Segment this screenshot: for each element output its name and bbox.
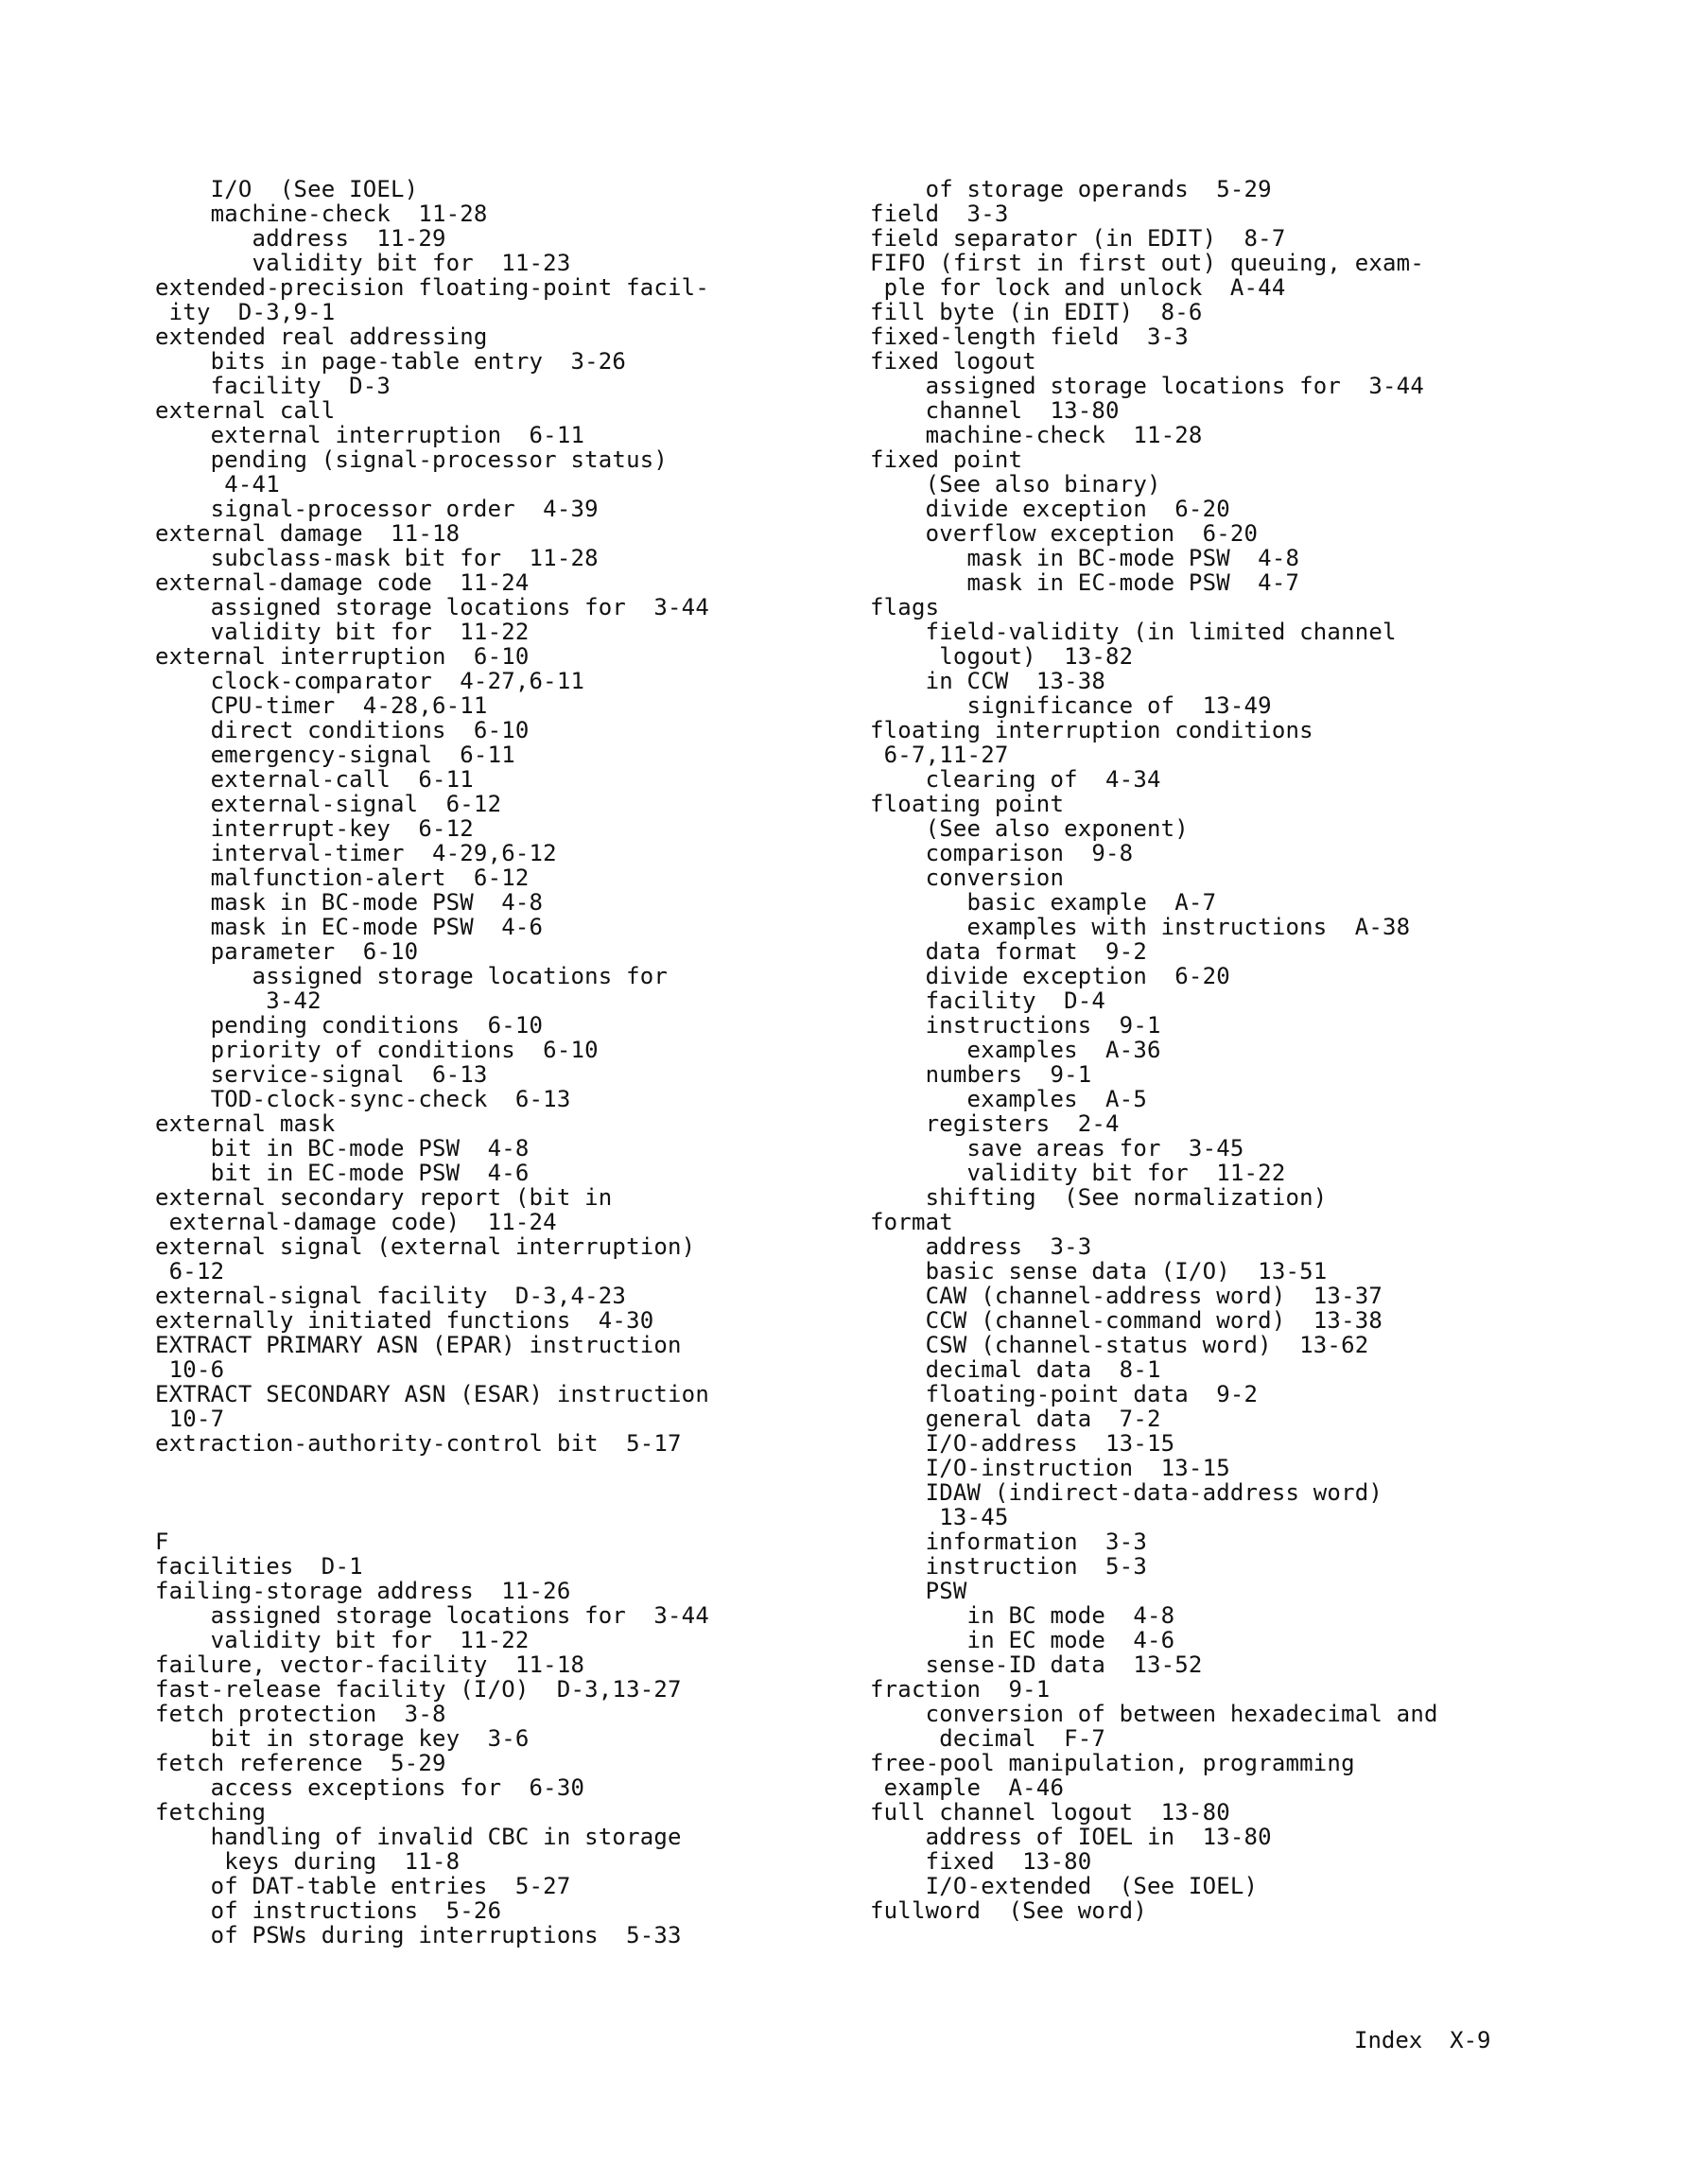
index-entry: 4-41 xyxy=(155,471,280,498)
index-entry: (See also exponent) xyxy=(870,815,1189,842)
index-entry: in BC mode 4-8 xyxy=(870,1602,1175,1629)
index-entry: sense-ID data 13-52 xyxy=(870,1651,1203,1678)
index-entry: external secondary report (bit in xyxy=(155,1184,613,1211)
index-entry: malfunction-alert 6-12 xyxy=(155,865,530,891)
index-entry: overflow exception 6-20 xyxy=(870,520,1259,547)
index-entry: example A-46 xyxy=(870,1774,1065,1801)
blank-line xyxy=(155,1480,836,1505)
index-entry: subclass-mask bit for 11-28 xyxy=(155,545,599,571)
index-entry: save areas for 3-45 xyxy=(870,1135,1244,1162)
index-entry: externally initiated functions 4-30 xyxy=(155,1307,654,1334)
index-entry: numbers 9-1 xyxy=(870,1061,1092,1088)
index-entry: general data 7-2 xyxy=(870,1406,1161,1432)
index-entry: data format 9-2 xyxy=(870,938,1147,965)
index-entry: comparison 9-8 xyxy=(870,840,1134,866)
index-entry: CCW (channel-command word) 13-38 xyxy=(870,1307,1383,1334)
index-entry: signal-processor order 4-39 xyxy=(155,496,599,522)
index-entry: fill byte (in EDIT) 8-6 xyxy=(870,299,1203,325)
index-entry: extended-precision floating-point facil- xyxy=(155,274,709,301)
index-entry: external signal (external interruption) xyxy=(155,1233,696,1260)
index-entry: of DAT-table entries 5-27 xyxy=(155,1873,571,1899)
index-entry: 10-7 xyxy=(155,1406,225,1432)
index-column-right xyxy=(870,177,1551,1923)
index-entry: machine-check 11-28 xyxy=(870,422,1203,448)
index-entry: parameter 6-10 xyxy=(155,938,419,965)
index-entry: mask in BC-mode PSW 4-8 xyxy=(870,545,1300,571)
index-entry: logout) 13-82 xyxy=(870,643,1134,670)
index-entry: fixed logout xyxy=(870,348,1036,375)
index-entry: pending conditions 6-10 xyxy=(155,1012,544,1039)
index-entry: external damage 11-18 xyxy=(155,520,461,547)
index-entry: address 11-29 xyxy=(155,225,446,252)
index-entry: decimal data 8-1 xyxy=(870,1356,1161,1383)
index-entry: failing-storage address 11-26 xyxy=(155,1578,571,1604)
index-entry: I/O (See IOEL) xyxy=(155,176,419,202)
index-entry: conversion xyxy=(870,865,1065,891)
index-entry: IDAW (indirect-data-address word) xyxy=(870,1479,1383,1506)
index-entry: bits in page-table entry 3-26 xyxy=(155,348,627,375)
index-entry: mask in EC-mode PSW 4-7 xyxy=(870,569,1300,596)
index-entry: in CCW 13-38 xyxy=(870,668,1106,694)
index-entry: (See also binary) xyxy=(870,471,1161,498)
index-entry: examples A-36 xyxy=(870,1037,1161,1063)
index-entry: examples A-5 xyxy=(870,1086,1147,1112)
index-entry: instructions 9-1 xyxy=(870,1012,1161,1039)
index-entry: external-damage code) 11-24 xyxy=(155,1209,557,1235)
index-entry: clearing of 4-34 xyxy=(870,766,1161,793)
index-entry: validity bit for 11-23 xyxy=(155,250,571,276)
index-entry: mask in EC-mode PSW 4-6 xyxy=(155,914,544,940)
index-entry: failure, vector-facility 11-18 xyxy=(155,1651,585,1678)
page-footer: Index X-9 xyxy=(1354,2027,1491,2053)
index-entry: address of IOEL in 13-80 xyxy=(870,1824,1272,1850)
index-entry: ity D-3,9-1 xyxy=(155,299,336,325)
index-entry: of PSWs during interruptions 5-33 xyxy=(155,1922,682,1948)
index-entry: examples with instructions A-38 xyxy=(870,914,1411,940)
index-entry: basic example A-7 xyxy=(870,889,1217,916)
index-entry: access exceptions for 6-30 xyxy=(155,1774,585,1801)
index-entry: ple for lock and unlock A-44 xyxy=(870,274,1286,301)
index-entry: I/O-extended (See IOEL) xyxy=(870,1873,1259,1899)
index-entry: floating interruption conditions xyxy=(870,717,1313,743)
index-entry: facilities D-1 xyxy=(155,1553,363,1580)
index-entry: mask in BC-mode PSW 4-8 xyxy=(155,889,544,916)
index-entry: fixed point xyxy=(870,446,1023,473)
index-entry: field 3-3 xyxy=(870,201,1009,227)
index-entry: external mask xyxy=(155,1110,336,1137)
index-entry: interval-timer 4-29,6-12 xyxy=(155,840,557,866)
index-entry: external-damage code 11-24 xyxy=(155,569,530,596)
index-entry: divide exception 6-20 xyxy=(870,496,1230,522)
index-entry: TOD-clock-sync-check 6-13 xyxy=(155,1086,571,1112)
index-entry: external call xyxy=(155,397,336,424)
index-entry: fast-release facility (I/O) D-3,13-27 xyxy=(155,1676,682,1703)
index-entry: free-pool manipulation, programming xyxy=(870,1750,1355,1776)
index-entry: facility D-3 xyxy=(155,373,391,399)
index-entry: validity bit for 11-22 xyxy=(155,619,530,645)
index-entry: floating point xyxy=(870,791,1065,817)
index-entry: EXTRACT PRIMARY ASN (EPAR) instruction xyxy=(155,1332,682,1358)
index-entry: emergency-signal 6-11 xyxy=(155,742,515,768)
index-entry: external-signal facility D-3,4-23 xyxy=(155,1283,627,1309)
blank-line xyxy=(155,1456,836,1480)
index-entry: facility D-4 xyxy=(870,987,1106,1014)
index-entry: priority of conditions 6-10 xyxy=(155,1037,599,1063)
index-entry: 10-6 xyxy=(155,1356,225,1383)
index-entry: CAW (channel-address word) 13-37 xyxy=(870,1283,1383,1309)
index-entry: assigned storage locations for 3-44 xyxy=(155,1602,709,1629)
index-entry: clock-comparator 4-27,6-11 xyxy=(155,668,585,694)
index-entry: fixed-length field 3-3 xyxy=(870,323,1189,350)
index-entry: 6-7,11-27 xyxy=(870,742,1009,768)
index-entry: bit in EC-mode PSW 4-6 xyxy=(155,1160,530,1186)
index-entry: conversion of between hexadecimal and xyxy=(870,1701,1438,1727)
index-entry: flags xyxy=(870,594,940,620)
index-entry: external interruption 6-11 xyxy=(155,422,585,448)
index-entry: validity bit for 11-22 xyxy=(870,1160,1286,1186)
index-entry: decimal F-7 xyxy=(870,1725,1106,1752)
index-entry: 3-42 xyxy=(155,987,322,1014)
index-entry: 6-12 xyxy=(155,1258,225,1284)
index-entry: fixed 13-80 xyxy=(870,1848,1092,1875)
index-entry: CSW (channel-status word) 13-62 xyxy=(870,1332,1369,1358)
index-entry: field-validity (in limited channel xyxy=(870,619,1397,645)
index-entry: CPU-timer 4-28,6-11 xyxy=(155,692,488,719)
index-entry: floating-point data 9-2 xyxy=(870,1381,1259,1407)
index-entry: assigned storage locations for xyxy=(155,963,669,989)
index-entry: divide exception 6-20 xyxy=(870,963,1230,989)
index-entry: assigned storage locations for 3-44 xyxy=(155,594,709,620)
index-entry: basic sense data (I/O) 13-51 xyxy=(870,1258,1328,1284)
index-entry: of storage operands 5-29 xyxy=(870,176,1272,202)
index-entry: information 3-3 xyxy=(870,1529,1147,1555)
index-entry: instruction 5-3 xyxy=(870,1553,1147,1580)
index-entry: shifting (See normalization) xyxy=(870,1184,1328,1211)
index-entry: machine-check 11-28 xyxy=(155,201,488,227)
index-entry: format xyxy=(870,1209,953,1235)
index-entry: channel 13-80 xyxy=(870,397,1120,424)
index-entry: keys during 11-8 xyxy=(155,1848,461,1875)
index-entry: fetching xyxy=(155,1799,267,1826)
index-entry: F xyxy=(155,1529,169,1555)
index-entry: in EC mode 4-6 xyxy=(870,1627,1175,1653)
index-entry: EXTRACT SECONDARY ASN (ESAR) instruction xyxy=(155,1381,709,1407)
index-entry: bit in storage key 3-6 xyxy=(155,1725,530,1752)
index-entry: assigned storage locations for 3-44 xyxy=(870,373,1424,399)
index-entry: full channel logout 13-80 xyxy=(870,1799,1230,1826)
index-entry: external-call 6-11 xyxy=(155,766,474,793)
index-entry: of instructions 5-26 xyxy=(155,1897,502,1924)
index-entry: extraction-authority-control bit 5-17 xyxy=(155,1430,682,1457)
index-entry: bit in BC-mode PSW 4-8 xyxy=(155,1135,530,1162)
index-entry: I/O-instruction 13-15 xyxy=(870,1455,1230,1481)
index-entry: registers 2-4 xyxy=(870,1110,1120,1137)
index-entry: service-signal 6-13 xyxy=(155,1061,488,1088)
index-entry: 13-45 xyxy=(870,1504,1009,1530)
index-entry: I/O-address 13-15 xyxy=(870,1430,1175,1457)
index-entry: fraction 9-1 xyxy=(870,1676,1051,1703)
index-entry: field separator (in EDIT) 8-7 xyxy=(870,225,1286,252)
index-column-left xyxy=(155,177,836,1948)
index-entry: interrupt-key 6-12 xyxy=(155,815,474,842)
index-entry: direct conditions 6-10 xyxy=(155,717,530,743)
index-entry: significance of 13-49 xyxy=(870,692,1272,719)
index-entry: fetch protection 3-8 xyxy=(155,1701,446,1727)
index-entry: handling of invalid CBC in storage xyxy=(155,1824,682,1850)
index-entry: FIFO (first in first out) queuing, exam- xyxy=(870,250,1424,276)
index-entry: external interruption 6-10 xyxy=(155,643,530,670)
index-entry: external-signal 6-12 xyxy=(155,791,502,817)
index-entry: fetch reference 5-29 xyxy=(155,1750,446,1776)
index-entry: address 3-3 xyxy=(870,1233,1092,1260)
index-entry: extended real addressing xyxy=(155,323,488,350)
index-entry: PSW xyxy=(870,1578,967,1604)
index-entry: validity bit for 11-22 xyxy=(155,1627,530,1653)
index-entry: fullword (See word) xyxy=(870,1897,1147,1924)
index-entry: pending (signal-processor status) xyxy=(155,446,669,473)
blank-line xyxy=(155,1505,836,1529)
